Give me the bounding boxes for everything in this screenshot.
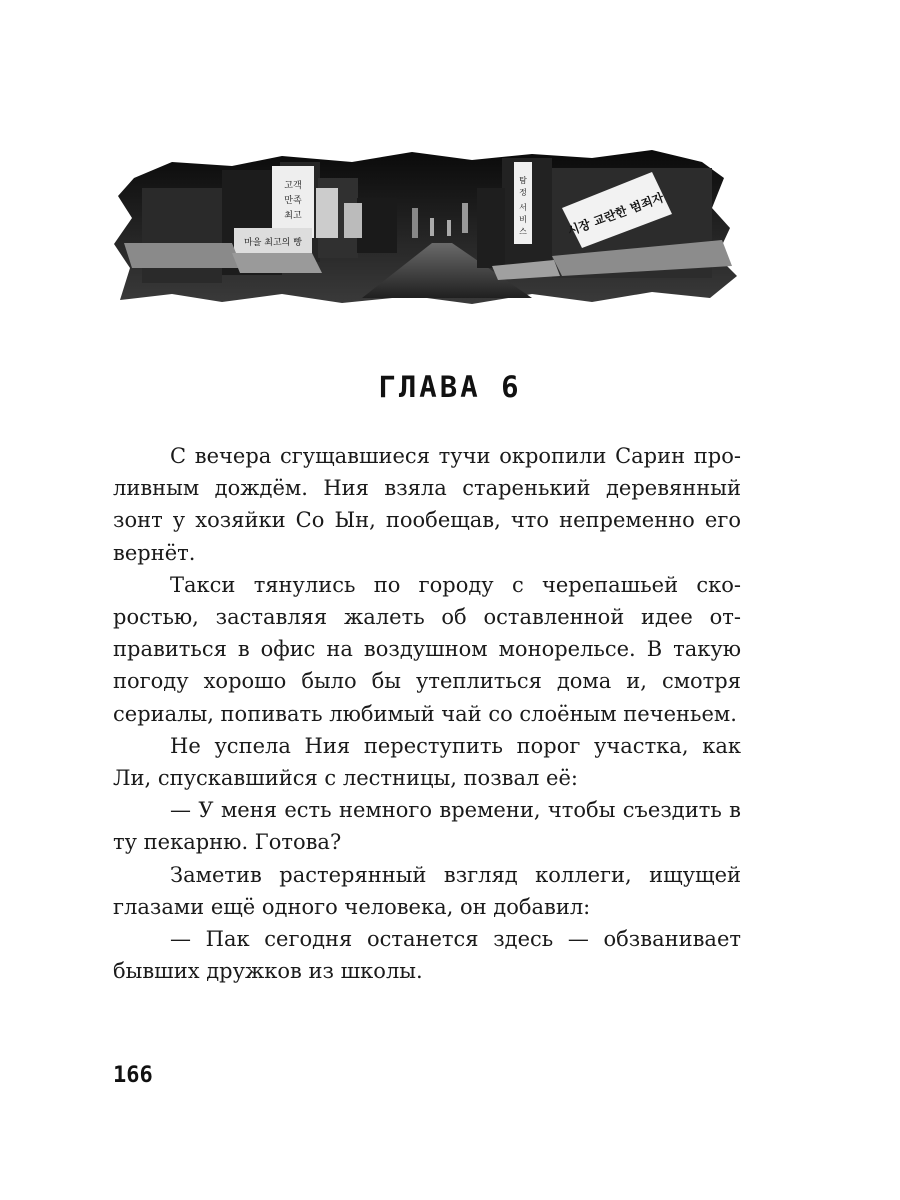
- svg-text:정: 정: [519, 188, 527, 197]
- page-number: 166: [113, 1063, 153, 1088]
- paragraph: — У меня есть немного времени, чтобы съездить в ту пекарню. Готова?: [113, 798, 741, 855]
- chapter-title: ГЛАВА 6: [378, 370, 522, 404]
- svg-text:최고: 최고: [284, 211, 302, 221]
- svg-text:만족: 만족: [284, 196, 302, 206]
- svg-text:스: 스: [519, 227, 527, 236]
- svg-text:고객: 고객: [284, 181, 302, 191]
- paragraph: Заметив растерянный взгляд коллеги, ищущей глазами ещё одного человека, он добавил:: [113, 862, 741, 919]
- paragraph: — Пак сегодня останется здесь — обзванивает бывших дружков из школы.: [113, 927, 741, 984]
- paragraph: Такси тянулись по городу с черепашьей скоростью, заставляя жалеть об оставленной идее отправиться в офис на воздушном монорельсе. В такую погоду хорошо было бы утеплиться дома и, смотря сериалы, попивать любимый чай со слоёным печеньем.: [113, 572, 741, 726]
- paragraph: С вечера сгущавшиеся тучи окропили Сарин проливным дождём. Ния взяла старенький деревянный зонт у хозяйки Со Ын, пообещав, что непременно его вернёт.: [113, 444, 741, 565]
- svg-text:시장 교란한 범죄자: 시장 교란한 범죄자: [565, 190, 666, 239]
- svg-text:비: 비: [519, 215, 527, 224]
- svg-text:서: 서: [519, 203, 527, 212]
- svg-text:마을 최고의 빵: 마을 최고의 빵: [244, 238, 302, 248]
- paragraph: Не успела Ния переступить порог участка, как Ли, спускавшийся с лестницы, позвал её:: [113, 733, 741, 791]
- svg-text:탐: 탐: [519, 176, 527, 185]
- chapter-banner-illustration: [112, 148, 742, 308]
- chapter-body: [113, 440, 741, 987]
